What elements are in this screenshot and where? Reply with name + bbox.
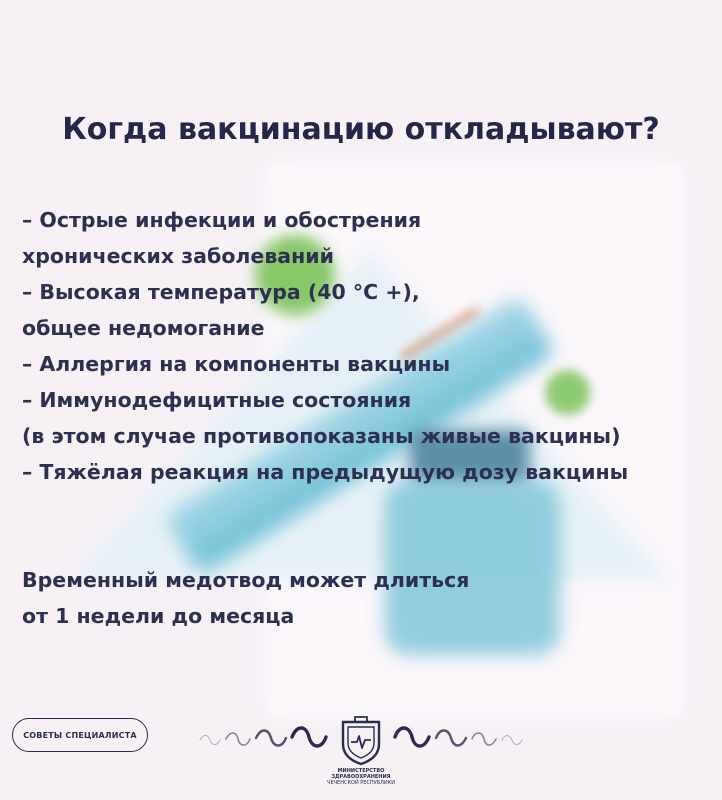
list-line: – Иммунодефицитные состояния (22, 388, 412, 412)
list-line: хронических заболеваний (22, 244, 335, 268)
ministry-line: ЗДРАВООХРАНЕНИЯ (331, 774, 391, 780)
list-line: – Аллергия на компоненты вакцины (22, 352, 451, 376)
list-line: (в этом случае противопоказаны живые вакцины) (22, 424, 621, 448)
contraindications-list (22, 202, 628, 490)
left-ornament-icon (196, 718, 331, 752)
right-ornament-icon (391, 718, 526, 752)
specialist-advice-badge: СОВЕТЫ СПЕЦИАЛИСТА (12, 718, 148, 752)
medical-exemption-note (22, 562, 469, 634)
ministry-emblem-icon (339, 716, 383, 766)
list-line: – Тяжёлая реакция на предыдущую дозу вакцины (22, 460, 629, 484)
page-title: Когда вакцинацию откладывают? (62, 112, 660, 147)
list-line: – Высокая температура (40 °C +), (22, 280, 420, 304)
note-line: Временный медотвод может длиться (22, 568, 470, 592)
note-line: от 1 недели до месяца (22, 604, 295, 628)
ministry-line: ЧЕЧЕНСКОЙ РЕСПУБЛИКИ (327, 780, 395, 786)
list-line: общее недомогание (22, 316, 265, 340)
list-line: – Острые инфекции и обострения (22, 208, 422, 232)
ministry-caption (298, 768, 424, 786)
ministry-line: МИНИСТЕРСТВО (337, 768, 385, 774)
